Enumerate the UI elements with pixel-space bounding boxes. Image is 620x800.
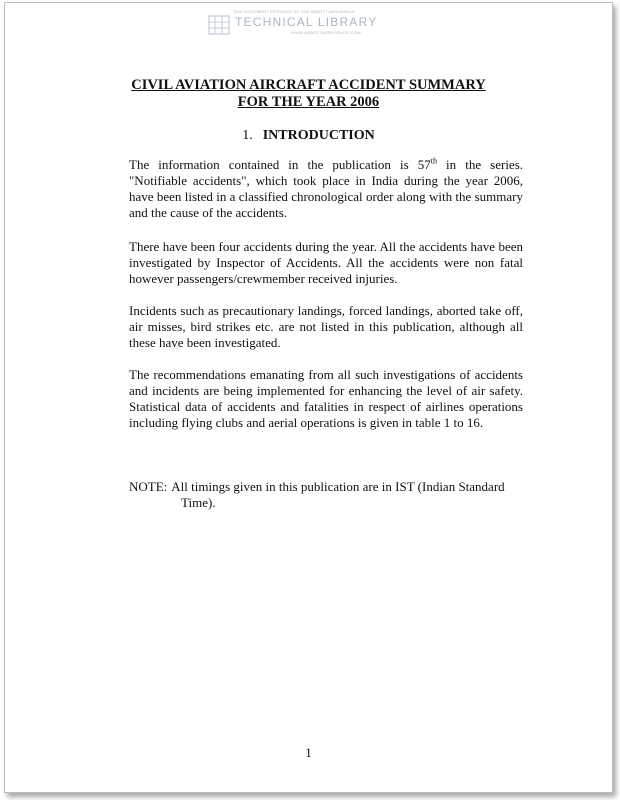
paragraph-4: The recommendations emanating from all such investigations of accidents and incidents are being implemented for enhancing the level of air safety. Statistical data of accidents and fatalities in respect of airlines operations including flying clubs and aerial operations is given in table 1 to 16. — [129, 367, 523, 430]
note-label: NOTE: — [129, 479, 168, 494]
ordinal-suffix: th — [430, 156, 437, 166]
paragraph-1 — [129, 157, 523, 221]
note-text-line-1: All timings given in this publication are in IST (Indian Standard — [171, 479, 505, 494]
library-logo-icon — [207, 13, 231, 37]
document-title — [5, 77, 612, 111]
note — [129, 479, 529, 511]
section-number: 1. — [242, 128, 253, 143]
page-number: 1 — [305, 745, 312, 760]
watermark — [205, 7, 380, 41]
watermark-top-text: THIS DOCUMENT PROVIDED BY THE ABBOTT AEROSPACE — [232, 9, 356, 14]
paragraph-1-rest: in the series. "Notifiable accidents", which took place in India during the year 2006, have been listed in a classified chronological order along with the summary and the cause of the accidents. — [129, 157, 524, 220]
note-text-line-2: Time). — [181, 495, 216, 510]
paragraph-1-start: The information contained in the publication is 57 — [129, 157, 431, 172]
watermark-title: TECHNICAL LIBRARY — [235, 15, 378, 29]
title-line-2: FOR THE YEAR 2006 — [237, 94, 380, 110]
document-page — [4, 2, 613, 793]
watermark-url: WWW.ABBOTTAEROSPACE.COM — [291, 30, 361, 35]
paragraph-3: Incidents such as precautionary landings, forced landings, aborted take off, air misses, bird strikes etc. are not listed in this publication, although all these have been investigated. — [129, 303, 523, 350]
section-heading — [5, 127, 612, 144]
section-title: INTRODUCTION — [262, 128, 375, 143]
paragraph-2: There have been four accidents during the year. All the accidents have been investigated by Inspector of Accidents. All the accidents were non fatal however passengers/crewmember received injuries. — [129, 239, 523, 286]
title-line-1: CIVIL AVIATION AIRCRAFT ACCIDENT SUMMARY — [131, 77, 486, 93]
